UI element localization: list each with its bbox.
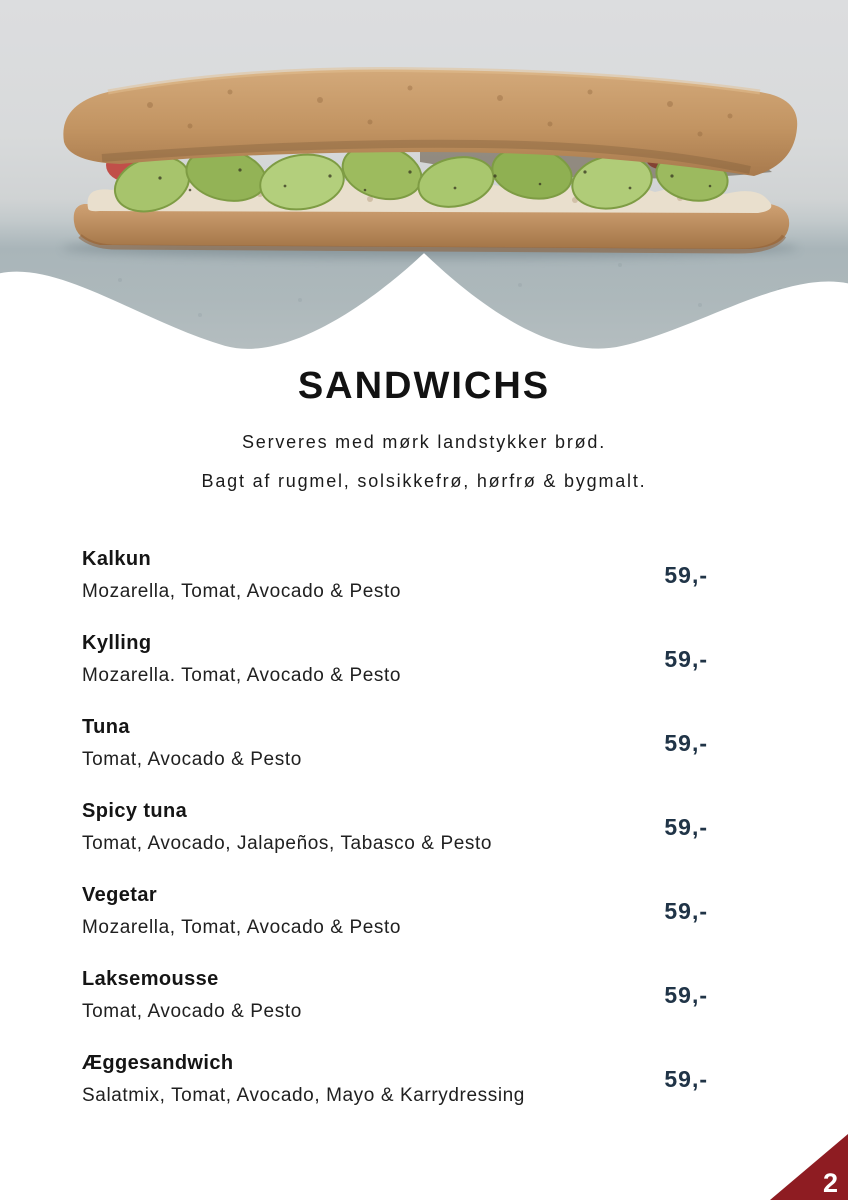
hero-photo — [0, 0, 848, 355]
menu-list — [0, 547, 848, 1108]
page-title: SANDWICHS — [297, 365, 551, 407]
menu-item-row — [82, 547, 708, 604]
item-price: 59,- — [664, 982, 708, 1008]
menu-item-text — [82, 715, 644, 772]
item-price: 59,- — [664, 730, 708, 756]
menu-item-row — [82, 799, 708, 856]
title-block — [0, 367, 848, 501]
item-name: Kylling — [82, 632, 152, 654]
item-name: Tuna — [82, 716, 130, 738]
item-price: 59,- — [664, 1066, 708, 1092]
menu-item-text — [82, 631, 644, 688]
subtitle — [0, 423, 848, 501]
menu-item-text — [82, 967, 644, 1024]
item-description: Tomat, Avocado & Pesto — [82, 1001, 302, 1022]
menu-item-text — [82, 1051, 644, 1108]
item-description: Tomat, Avocado, Jalapeños, Tabasco & Pesto — [82, 833, 493, 854]
menu-item-row — [82, 631, 708, 688]
item-price: 59,- — [664, 646, 708, 672]
item-name: Spicy tuna — [82, 800, 188, 822]
menu-item-row — [82, 883, 708, 940]
item-description: Tomat, Avocado & Pesto — [82, 749, 302, 770]
item-name: Kalkun — [82, 548, 152, 570]
item-price: 59,- — [664, 898, 708, 924]
item-price: 59,- — [664, 814, 708, 840]
item-description: Salatmix, Tomat, Avocado, Mayo & Karrydressing — [82, 1085, 525, 1106]
menu-item-row — [82, 1051, 708, 1108]
menu-item-text — [82, 547, 644, 604]
scalloped-edge — [0, 245, 848, 355]
item-name: Laksemousse — [82, 968, 219, 990]
item-description: Mozarella. Tomat, Avocado & Pesto — [82, 665, 402, 686]
item-description: Mozarella, Tomat, Avocado & Pesto — [82, 917, 402, 938]
item-description: Mozarella, Tomat, Avocado & Pesto — [82, 581, 402, 602]
menu-item-row — [82, 715, 708, 772]
subtitle-line-1: Serveres med mørk landstykker brød. — [241, 432, 607, 452]
menu-item-text — [82, 799, 644, 856]
menu-item-text — [82, 883, 644, 940]
item-price: 59,- — [664, 562, 708, 588]
subtitle-line-2: Bagt af rugmel, solsikkefrø, hørfrø & bygmalt. — [201, 471, 647, 491]
item-name: Vegetar — [82, 884, 158, 906]
item-name: Æggesandwich — [82, 1052, 234, 1074]
menu-item-row — [82, 967, 708, 1024]
page-number: 2 — [822, 1168, 838, 1199]
